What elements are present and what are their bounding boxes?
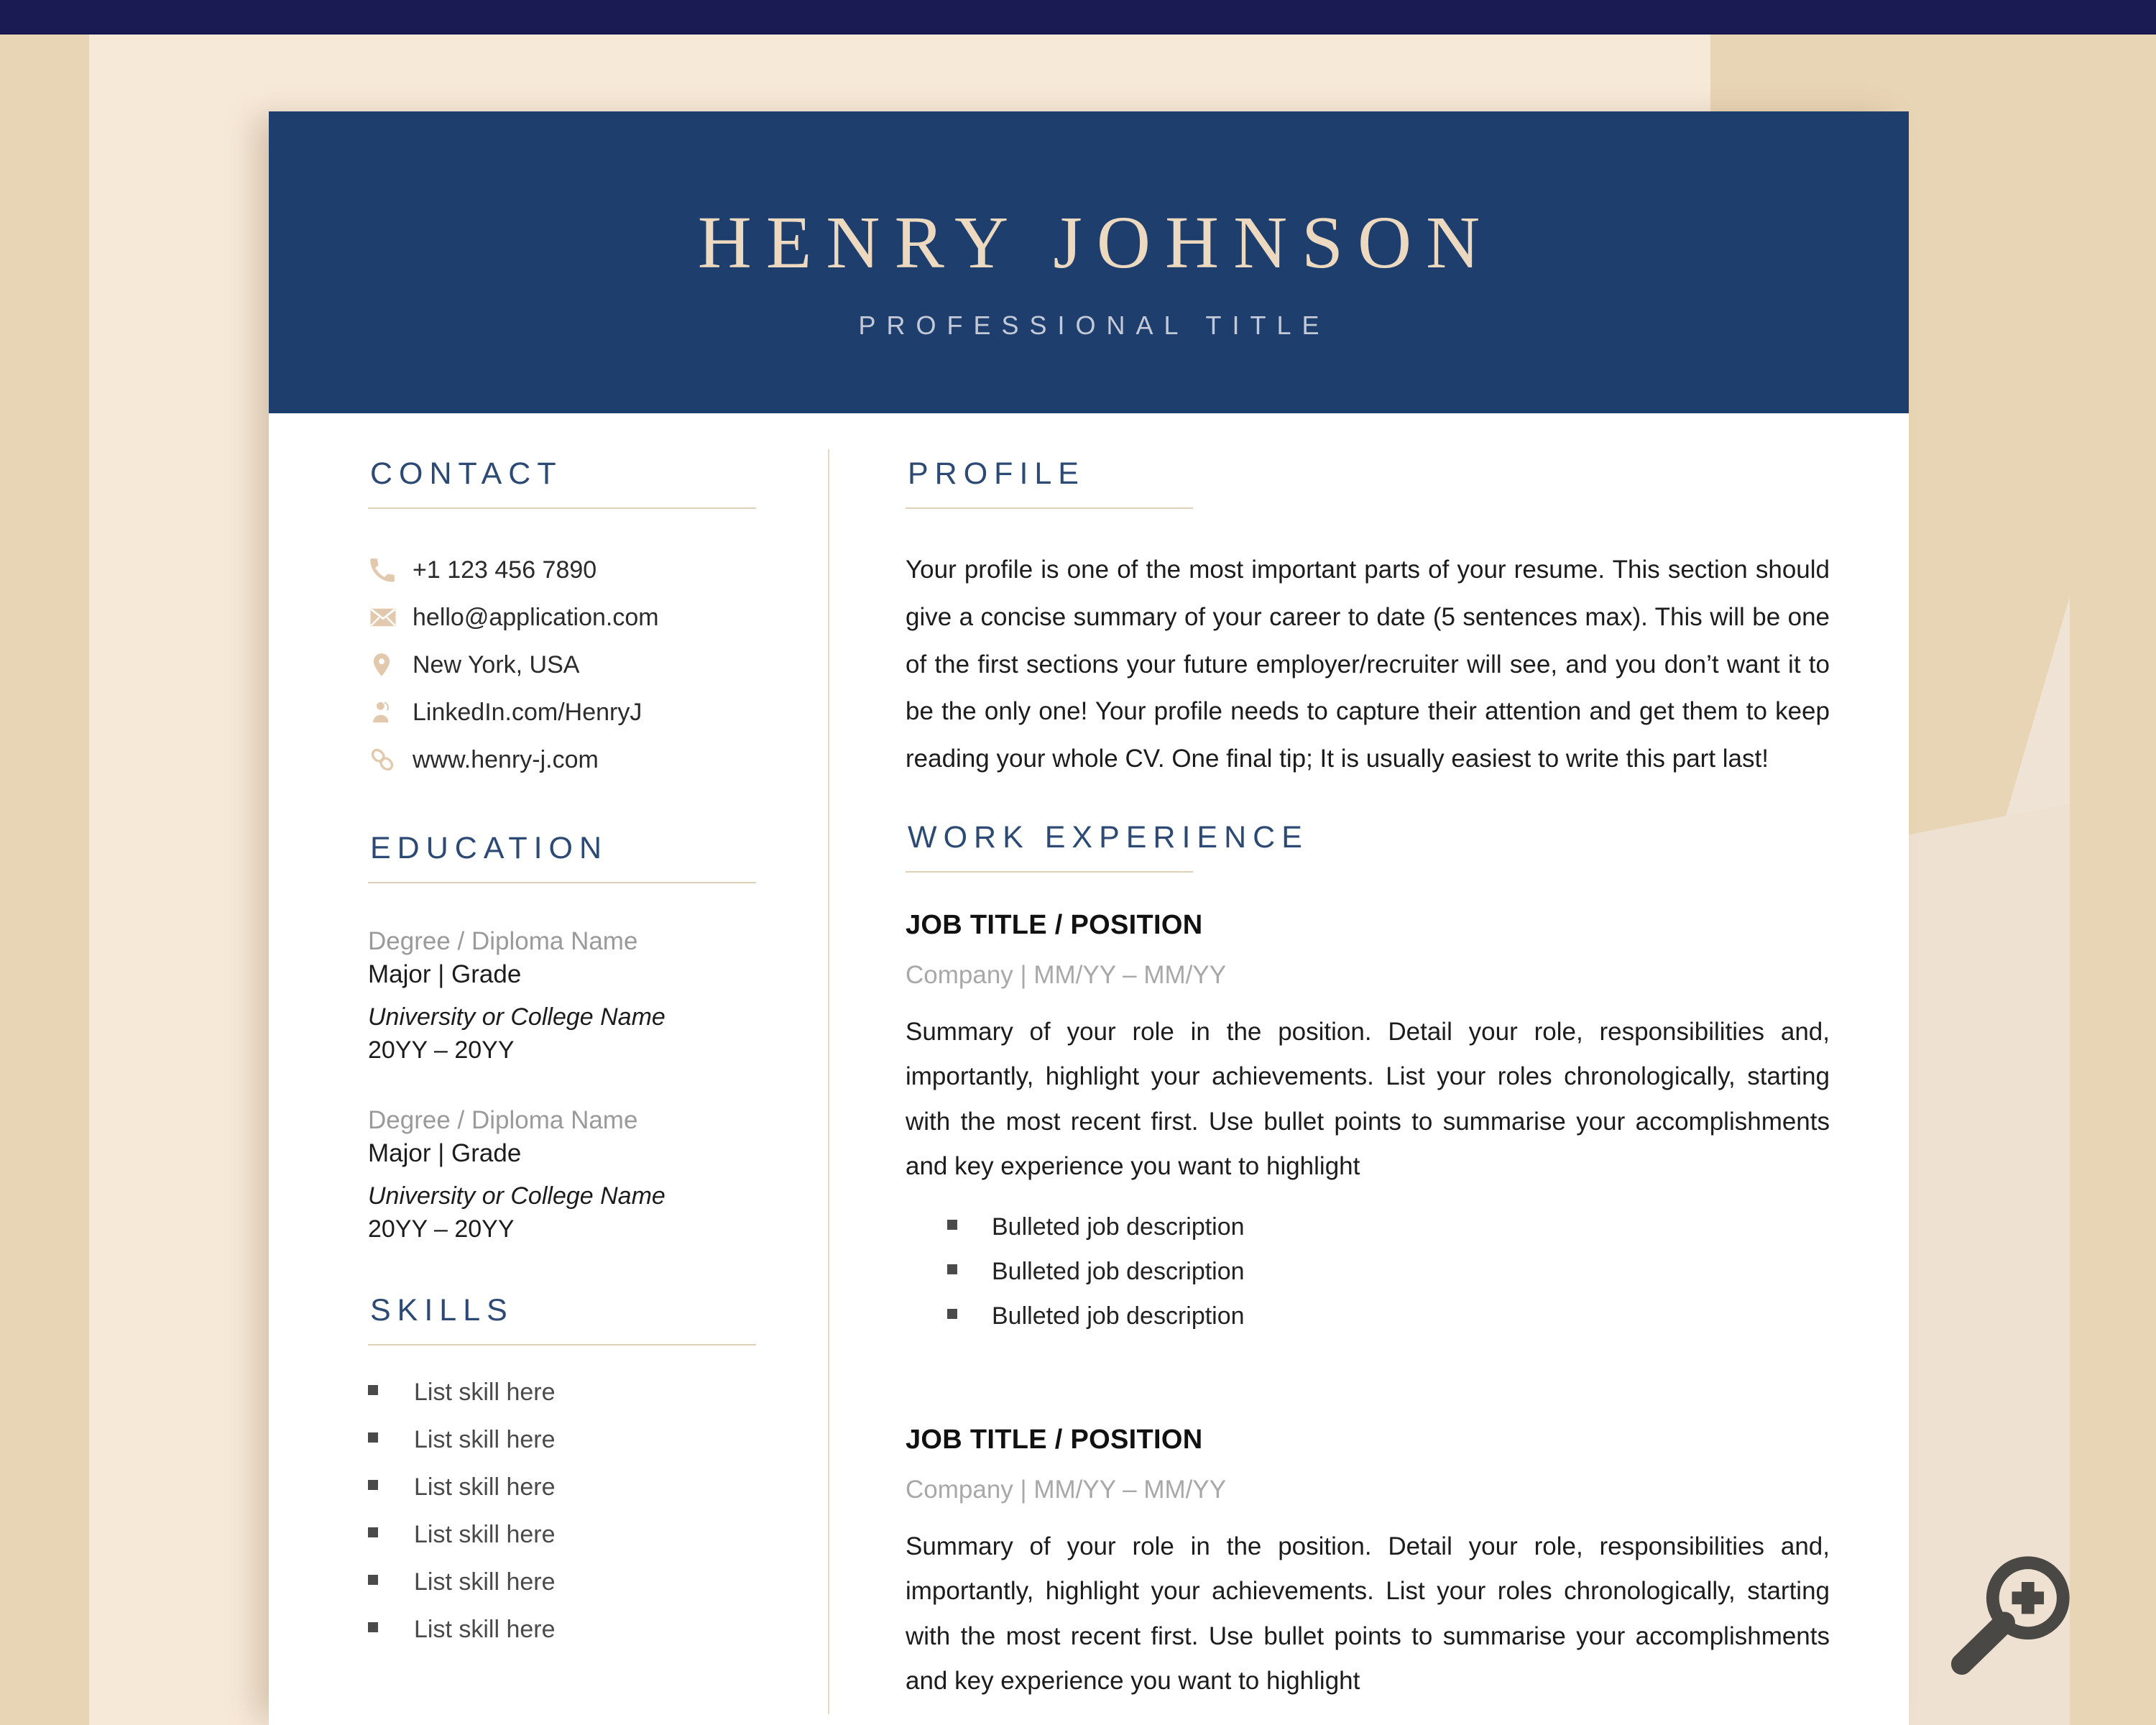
list-item [368,1104,756,1246]
education-degree: Degree / Diploma Name [368,1105,638,1134]
candidate-name: HENRY JOHNSON [697,201,1495,284]
list-item [906,1258,1830,1302]
skills-heading-rule [368,1344,756,1346]
skills-section [368,1293,756,1663]
skill-label: List skill here [414,1378,556,1406]
magnifier-plus-icon[interactable] [1945,1547,2081,1683]
education-major: Major | Grade [368,960,522,989]
list-item [906,1302,1830,1347]
contact-value: hello@application.com [413,603,659,631]
list-item[interactable] [368,641,756,689]
profile-heading: PROFILE [908,456,1085,491]
list-item [368,1568,756,1616]
spacer [906,1387,1830,1425]
contact-list [368,546,756,783]
job-bullet-label: Bulleted job description [992,1302,1245,1330]
square-bullet-icon [368,1622,378,1632]
skills-heading: SKILLS [370,1292,514,1328]
square-bullet-icon [368,1527,378,1537]
profile-body: Your profile is one of the most important parts of your resume. This section should give a concise summary of your career to date (5 sentences max). This will be one of the first sections your future employer/recruiter will see, and you don’t want it to be the only one! Your profile needs to capture their attention and get them to keep reading your whole CV. One final tip; It is usually easiest to write this part last! [906,556,1830,773]
background-right-strip [2070,34,2156,1725]
job-meta: Company | MM/YY – MM/YY [906,960,1227,989]
contact-heading-rule [368,507,756,509]
education-heading-rule [368,882,756,883]
job-list [906,910,1830,1703]
contact-section [368,456,756,783]
job-meta: Company | MM/YY – MM/YY [906,1476,1227,1504]
professional-title: PROFESSIONAL TITLE [858,310,1330,340]
resume-header-banner [269,111,1909,413]
phone-icon [368,556,413,584]
job-entry [906,910,1830,1347]
education-school: University or College Name [368,1182,665,1210]
contact-heading: CONTACT [370,456,563,491]
link-icon [368,745,413,774]
spacer [368,1246,756,1293]
main-column [828,456,1909,1725]
job-bullet-list [906,1213,1830,1347]
contact-value: www.henry-j.com [413,745,599,773]
education-degree: Degree / Diploma Name [368,927,638,955]
sidebar-column [269,456,828,1725]
job-summary: Summary of your role in the position. Detail your role, responsibilities and, importantly, highlight your achievements. List your roles chronologically, starting with the most recent first. Use bullet points to summarise your accomplishments and key experience you want to highlight [906,1532,1830,1696]
location-pin-icon [368,650,413,680]
list-item[interactable] [368,546,756,594]
list-item [368,925,756,1067]
job-summary: Summary of your role in the position. Detail your role, responsibilities and, importantly, highlight your achievements. List your roles chronologically, starting with the most recent first. Use bullet points to summarise your accomplishments and key experience you want to highlight [906,1017,1830,1180]
list-item [368,1473,756,1521]
education-years: 20YY – 20YY [368,1036,515,1064]
square-bullet-icon [368,1385,378,1395]
background-left-strip [0,34,89,1725]
square-bullet-icon [368,1575,378,1585]
skill-label: List skill here [414,1425,556,1453]
square-bullet-icon [947,1264,957,1274]
contact-value: LinkedIn.com/HenryJ [413,698,642,726]
square-bullet-icon [947,1220,957,1230]
contact-value: +1 123 456 7890 [413,556,597,584]
profile-section [906,456,1830,783]
square-bullet-icon [368,1432,378,1443]
list-item [368,1521,756,1568]
skill-label: List skill here [414,1568,556,1596]
job-title: JOB TITLE / POSITION [906,1425,1203,1455]
education-major: Major | Grade [368,1138,522,1167]
job-bullet-label: Bulleted job description [992,1213,1245,1241]
square-bullet-icon [947,1309,957,1319]
spacer [906,783,1830,820]
skills-list [368,1379,756,1663]
square-bullet-icon [368,1480,378,1490]
education-list [368,925,756,1246]
education-heading: EDUCATION [370,831,609,865]
work-experience-heading-rule [906,871,1193,873]
resume-body [269,413,1909,1725]
top-navigation-bar [0,0,2156,34]
job-title: JOB TITLE / POSITION [906,909,1203,940]
person-icon [368,698,413,727]
list-item [368,1426,756,1473]
job-bullet-label: Bulleted job description [992,1258,1245,1286]
skill-label: List skill here [414,1473,556,1501]
list-item [906,1213,1830,1258]
list-item [368,1616,756,1663]
work-experience-section [906,820,1830,1703]
list-item [368,1379,756,1426]
list-item[interactable] [368,689,756,736]
education-years: 20YY – 20YY [368,1215,515,1243]
work-experience-heading: WORK EXPERIENCE [908,819,1309,855]
education-section [368,831,756,1246]
list-item[interactable] [368,736,756,783]
envelope-icon [368,602,413,632]
profile-heading-rule [906,507,1193,509]
education-school: University or College Name [368,1003,665,1031]
list-item[interactable] [368,594,756,641]
job-entry [906,1425,1830,1703]
skill-label: List skill here [414,1520,556,1548]
resume-page [269,111,1909,1725]
spacer [368,783,756,831]
contact-value: New York, USA [413,650,580,678]
skill-label: List skill here [414,1615,556,1643]
column-divider [828,449,829,1714]
